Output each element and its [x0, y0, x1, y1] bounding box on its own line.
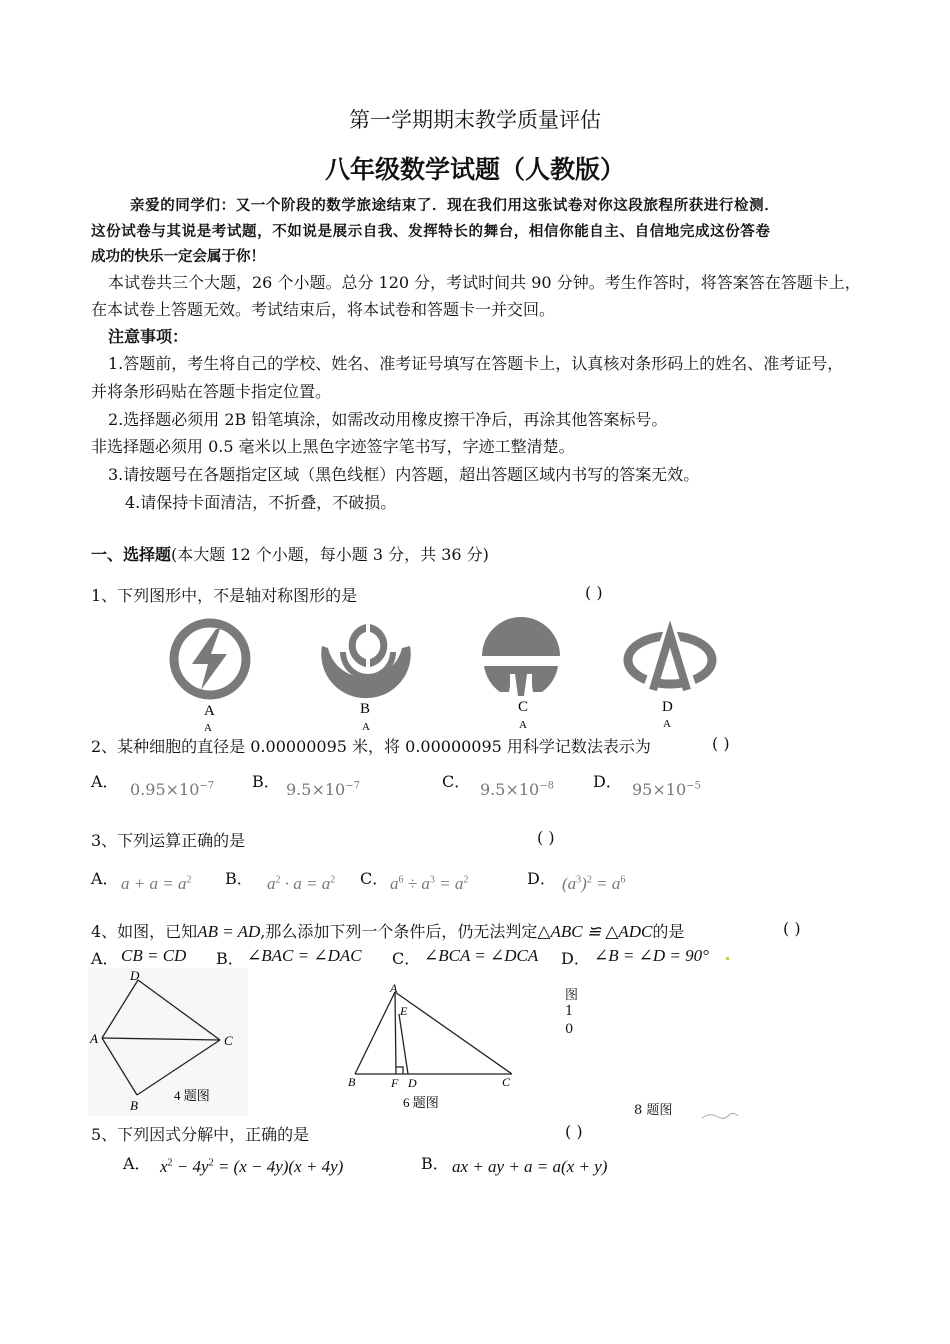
q4-option-c-letter: C． [392, 949, 421, 968]
fig10-char-2: 1 [565, 1004, 574, 1019]
q4-paren: ( ) [783, 919, 801, 938]
q4-option-a-letter: A． [91, 949, 119, 968]
q2-option-c [480, 780, 554, 799]
q4-option-d-letter: D． [561, 949, 590, 968]
fig4-point-b: B [130, 1098, 138, 1113]
q1-figure-d-oval-a-logo [628, 626, 712, 690]
fig8-caption: 8 题图 [634, 1103, 673, 1118]
q4-question [91, 919, 684, 942]
q3-option-d-letter: D． [527, 869, 556, 888]
section1-title-rest: (本大题 12 个小题，每小题 3 分，共 36 分) [171, 545, 489, 564]
note-1-line2: 并将条形码贴在答题卡指定位置。 [91, 382, 332, 401]
q1-text: 1、下列图形中，不是轴对称图形的是 [91, 586, 358, 605]
q1-figure-b-cup-logo [321, 612, 410, 698]
fig4-point-c: C [224, 1033, 233, 1048]
q4-math-ab: AB = AD [197, 922, 261, 941]
scribble-mark [700, 1108, 740, 1124]
fig10-char-1: 图 [565, 988, 579, 1003]
q3-option-a-formula: $a + a = a^2$ [121, 874, 192, 893]
q2-text: 2、某种细胞的直径是 0.00000095 米，将 0.00000095 用科学记数法表示为 [91, 737, 651, 756]
q5-paren: ( ) [565, 1122, 583, 1141]
q4-option-b-letter: B． [216, 949, 244, 968]
fig6-point-f: F [391, 1076, 399, 1090]
q2-option-b [286, 780, 360, 799]
q3-option-a-letter: A． [91, 869, 119, 888]
fig10-char-3: 0 [565, 1022, 574, 1037]
q1-label-b: B [360, 701, 371, 717]
q5-option-b: ax + ay + a = a(x + y) [452, 1157, 608, 1176]
q2-option-d-letter: D． [593, 772, 622, 791]
q3-option-c-formula: $a^6 \div a^3 = a^2$ [390, 874, 469, 893]
fig4-point-a: A [90, 1031, 98, 1046]
q5-option-a-letter: A． [123, 1154, 151, 1173]
figure-6 [340, 978, 530, 1114]
q4-option-a: CB = CD [121, 946, 187, 965]
note-2-line2: 非选择题必须用 0.5 毫米以上黑色字迹签字笔书写，字迹工整清楚。 [91, 437, 575, 456]
q1-figure-a-power-logo [174, 623, 246, 695]
q2-option-a [130, 780, 214, 799]
q2-option-b-letter: B． [252, 772, 280, 791]
q3-option-b-formula: $a^2 \cdot a = a^2$ [267, 874, 336, 893]
intro-greeting-line3: 成功的快乐一定会属于你！ [91, 248, 265, 265]
fig4-caption: 4 题图 [174, 1088, 210, 1103]
q4-option-c: ∠BCA = ∠DCA [424, 946, 539, 965]
q3-option-c-letter: C． [360, 869, 389, 888]
q2-option-a-base: 0.95×10 [130, 780, 200, 799]
q1-sublabel-b: A [362, 721, 370, 733]
q4-text-c: 的是 [652, 922, 685, 941]
q4-option-b: ∠BAC = ∠DAC [247, 946, 362, 965]
intro-greeting-line2: 这份试卷与其说是考试题，不如说是展示自我、发挥特长的舞台，相信你能自主、自信地完成这份答卷 [91, 223, 771, 240]
intro-desc-line1: 本试卷共三个大题，26 个小题。总分 120 分，考试时间共 90 分钟。考生作答时，将答案答在答题卡上， [108, 273, 861, 292]
q2-option-c-letter: C． [442, 772, 471, 791]
notes-heading: 注意事项： [108, 327, 189, 346]
exam-title-line2: 八年级数学试题（人教版） [324, 155, 625, 184]
q1-sublabel-a: A [204, 722, 212, 734]
q5-option-b-letter: B． [421, 1154, 449, 1173]
q4-math-congruence: △ABC ≌ △ADC [537, 922, 653, 941]
q2-option-d [632, 780, 701, 799]
q1-sublabel-c: A [519, 719, 527, 731]
fig6-point-d: D [408, 1076, 417, 1090]
q3-text: 3、下列运算正确的是 [91, 831, 246, 850]
q5-text: 5、下列因式分解中，正确的是 [91, 1125, 310, 1144]
q2-option-b-base: 9.5×10 [286, 780, 346, 799]
q2-option-c-exp: −8 [539, 780, 554, 792]
q2-option-b-exp: −7 [345, 780, 360, 792]
q1-sublabel-d: A [663, 718, 671, 730]
fig6-point-b: B [348, 1075, 356, 1089]
fig6-caption: 6 题图 [403, 1095, 439, 1110]
q3-option-d-formula: $(a^3)^2 = a^6$ [562, 874, 626, 893]
q1-label-c: C [518, 699, 529, 715]
q4-option-d: ∠B = ∠D = 90° [594, 946, 709, 965]
fig4-point-d: D [130, 968, 140, 983]
note-4: 4.请保持卡面清洁，不折叠，不破损。 [125, 493, 397, 512]
note-3: 3.请按题号在各题指定区域（黑色线框）内答题，超出答题区域内书写的答案无效。 [108, 465, 700, 484]
q1-figure-c-t-logo [482, 617, 560, 696]
intro-greeting-line1: 亲爱的同学们：又一个阶段的数学旅途结束了．现在我们用这张试卷对你这段旅程所获进行检测． [130, 197, 780, 214]
q5-option-a-formula: $x^2 - 4y^2 = (x - 4y)(x + 4y)$ [160, 1157, 344, 1176]
q2-option-d-exp: −5 [686, 780, 701, 792]
stray-dot [726, 957, 729, 960]
q1-figures [150, 612, 750, 734]
note-1-line1: 1.答题前，考生将自己的学校、姓名、准考证号填写在答题卡上，认真核对条形码上的姓名、准考证号， [108, 354, 844, 373]
q2-option-a-exp: −7 [199, 780, 215, 792]
fig6-point-c: C [502, 1075, 511, 1089]
q2-option-a-letter: A． [91, 772, 119, 791]
figure-4 [88, 968, 248, 1116]
q4-text-b: ,那么添加下列一个条件后，仍无法判定 [260, 922, 538, 941]
section1-title-bold: 一、选择题 [91, 545, 172, 564]
exam-title-line1: 第一学期期末教学质量评估 [349, 108, 601, 132]
q3-paren: ( ) [537, 828, 555, 847]
q2-paren: ( ) [712, 734, 730, 753]
section1-title [91, 542, 489, 565]
q2-option-c-base: 9.5×10 [480, 780, 540, 799]
note-2-line1: 2.选择题必须用 2B 铅笔填涂，如需改动用橡皮擦干净后，再涂其他答案标号。 [108, 410, 668, 429]
q1-paren: ( ) [585, 583, 603, 602]
q3-option-b-letter: B． [225, 869, 253, 888]
intro-desc-line2: 在本试卷上答题无效。考试结束后，将本试卷和答题卡一并交回。 [91, 300, 556, 319]
q4-text-a: 4、如图，已知 [91, 922, 198, 941]
fig6-point-e: E [400, 1004, 408, 1018]
fig6-point-a: A [390, 981, 398, 995]
q1-label-a: A [204, 703, 215, 719]
q2-option-d-base: 95×10 [632, 780, 687, 799]
q1-label-d: D [662, 699, 673, 715]
